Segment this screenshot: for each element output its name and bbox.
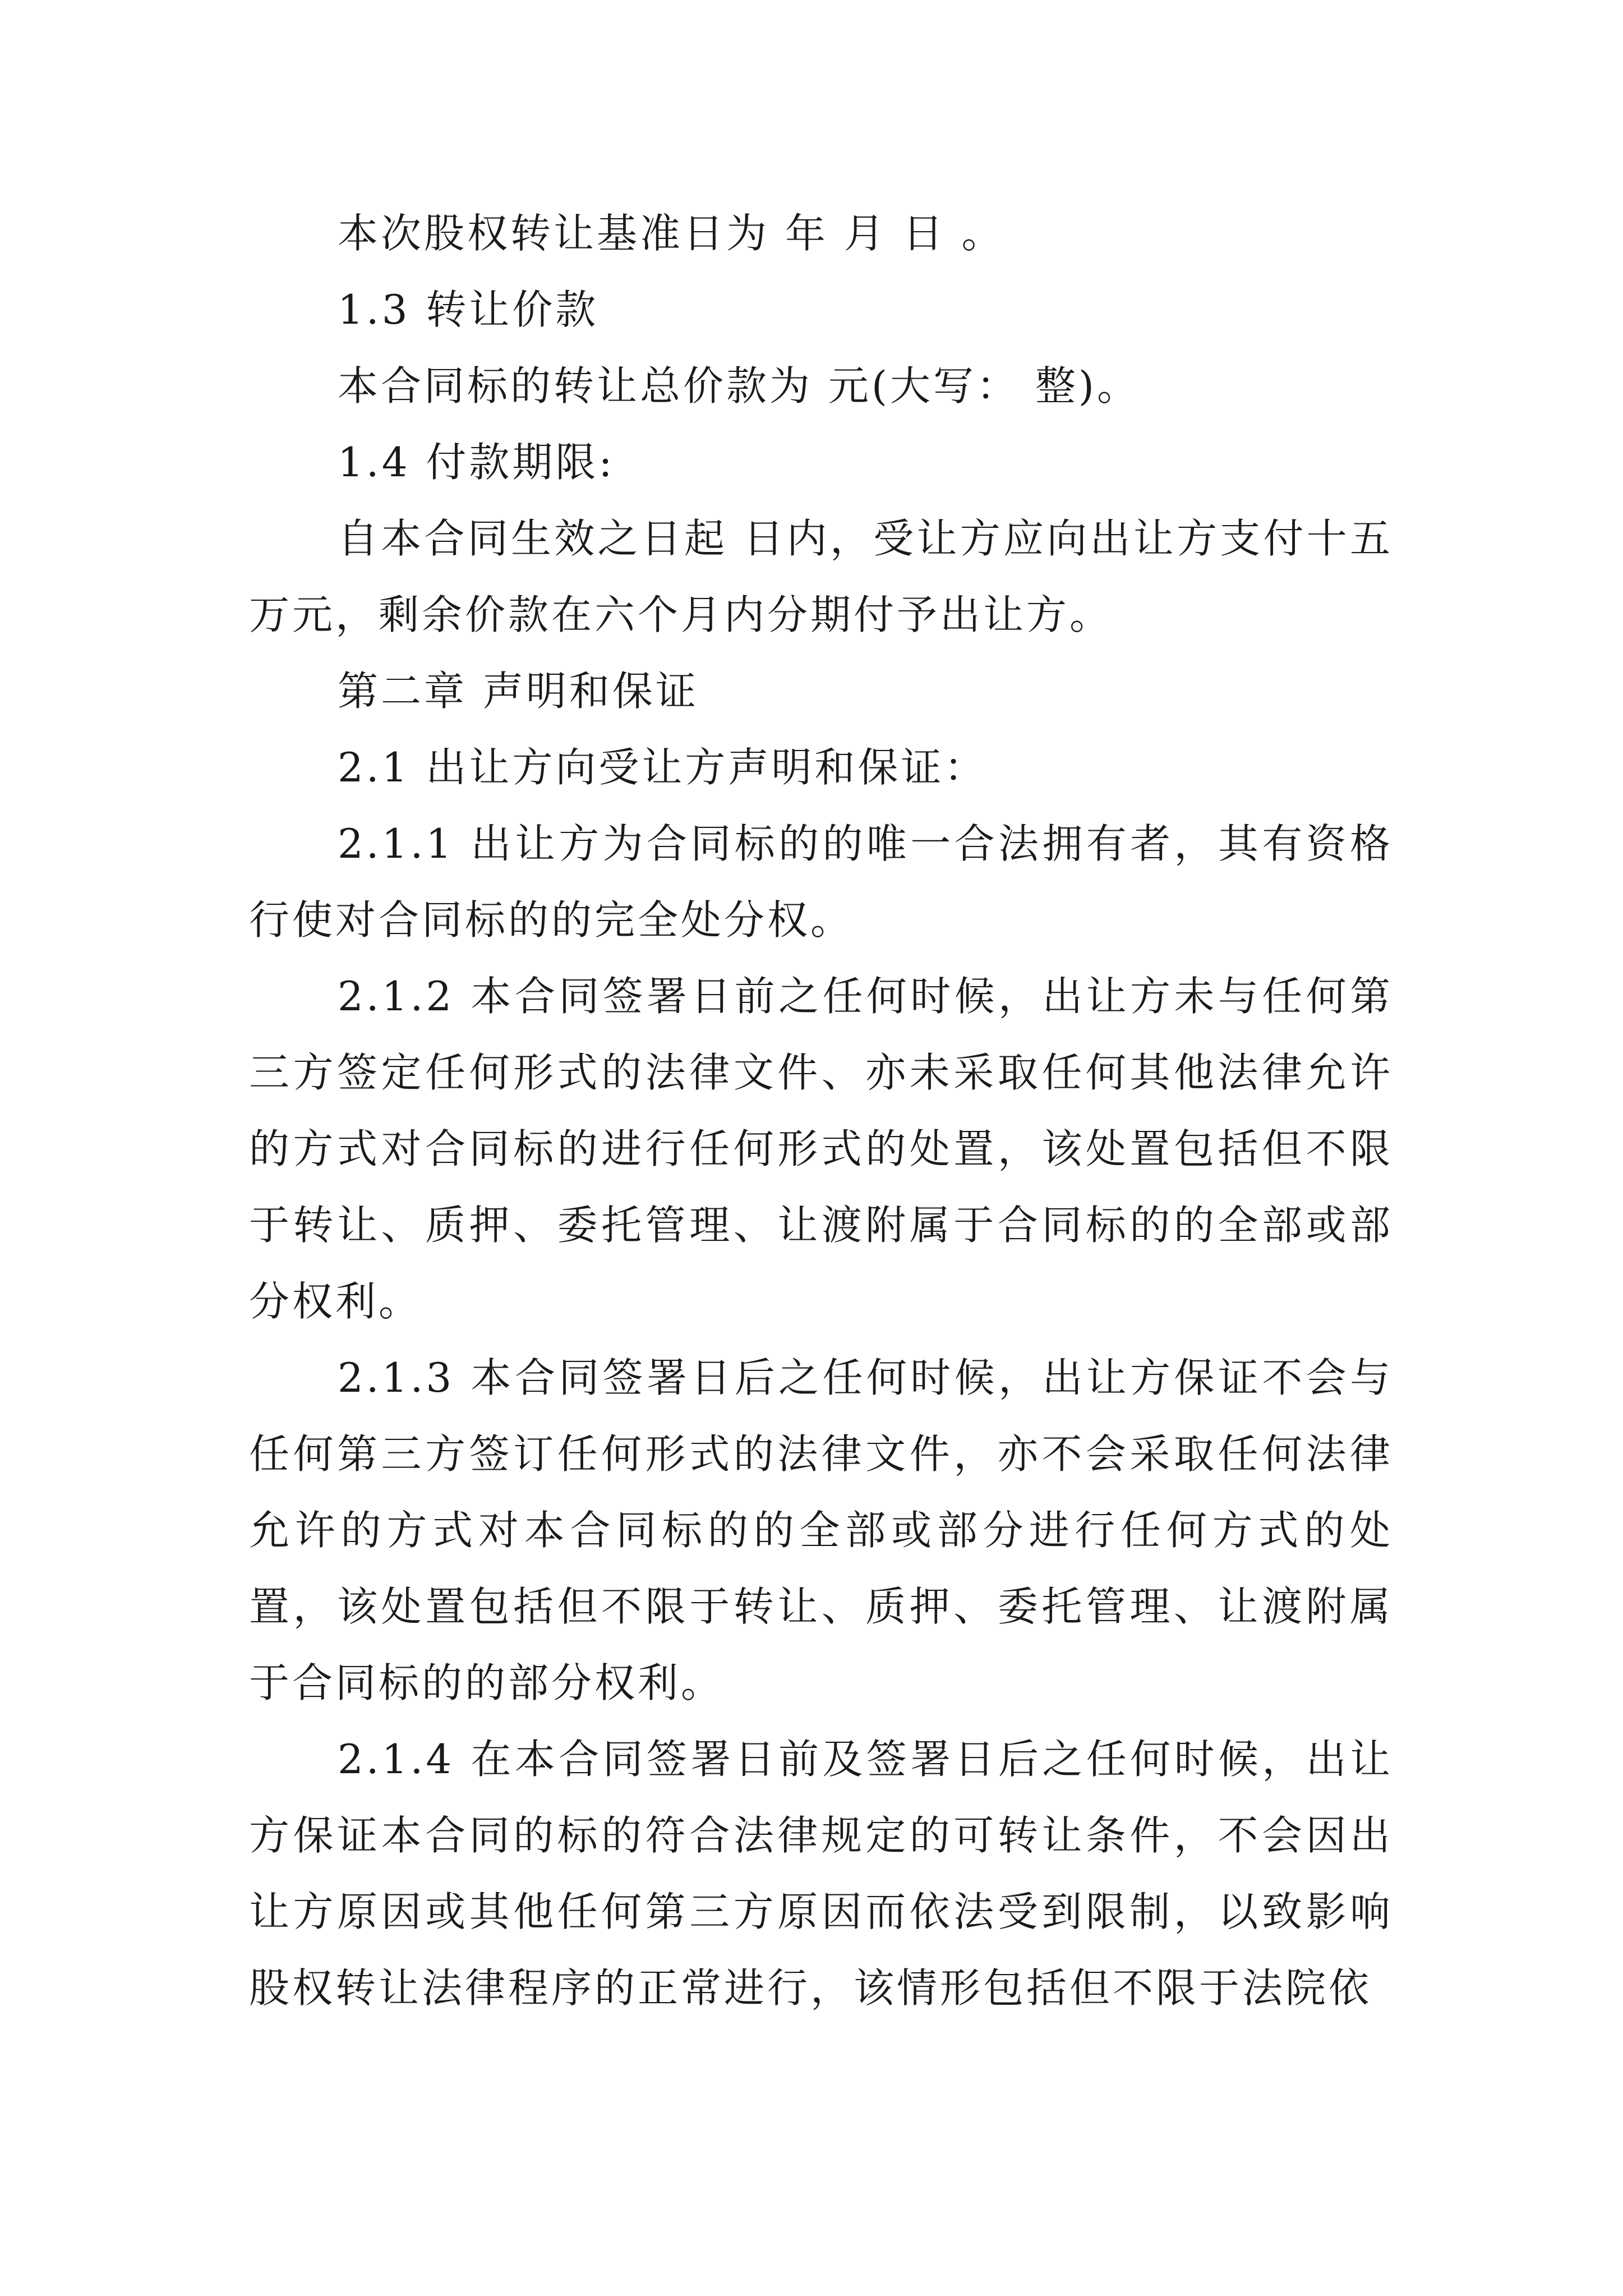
paragraph-payment-term: 自本合同生效之日起 日内，受让方应向出让方支付十五万元，剩余价款在六个月内分期付予出让方。	[249, 515, 1393, 638]
heading-2-1: 2.1 出让方向受让方声明和保证：	[338, 744, 988, 791]
paragraph-2-1-4: 2.1.4 在本合同签署日前及签署日后之任何时候，出让方保证本合同的标的符合法律规定的可转让条件，不会因出让方原因或其他任何第三方原因而依法受到限制，以致影响股权转让法律程序的正常进行，该情形包括但不限于法院依	[249, 1736, 1393, 2012]
heading-chapter-2: 第二章 声明和保证	[338, 668, 699, 715]
paragraph-2-1-3: 2.1.3 本合同签署日后之任何时候，出让方保证不会与任何第三方签订任何形式的法律文件，亦不会采取任何法律允许的方式对本合同标的的全部或部分进行任何方式的处置，该处置包括但不限于转让、质押、委托管理、让渡附属于合同标的的部分权利。	[249, 1354, 1393, 1706]
paragraph-2-1-2: 2.1.2 本合同签署日前之任何时候，出让方未与任何第三方签定任何形式的法律文件、亦未采取任何其他法律允许的方式对合同标的进行任何形式的处置，该处置包括但不限于转让、质押、委托管理、让渡附属于合同标的的全部或部分权利。	[249, 973, 1393, 1325]
paragraph-total-price: 本合同标的转让总价款为 元(大写： 整)。	[338, 362, 1140, 409]
paragraph-base-date: 本次股权转让基准日为 年 月 日 。	[338, 210, 1005, 257]
heading-1-3-transfer-price: 1.3 转让价款	[338, 286, 599, 333]
heading-1-4-payment-term: 1.4 付款期限:	[338, 439, 615, 486]
document-body	[249, 195, 1393, 2026]
paragraph-2-1-1: 2.1.1 出让方为合同标的的唯一合法拥有者，其有资格行使对合同标的的完全处分权。	[249, 820, 1393, 944]
